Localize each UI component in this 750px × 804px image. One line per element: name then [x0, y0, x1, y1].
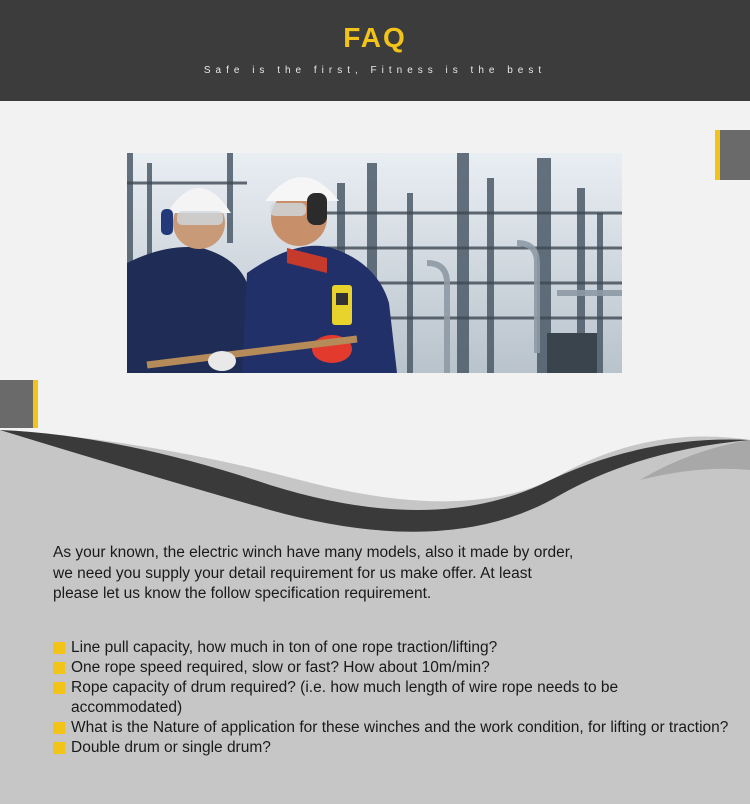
intro-line: please let us know the follow specification requirement.	[53, 585, 432, 602]
faq-list	[53, 638, 733, 758]
faq-item-text: One rope speed required, slow or fast? How about 10m/min?	[71, 659, 490, 676]
bullet-icon	[53, 722, 65, 734]
bullet-icon	[53, 742, 65, 754]
decorative-tab-right	[715, 130, 750, 180]
intro-line: we need you supply your detail requirement for us make offer. At least	[53, 564, 532, 582]
intro-line: As your known, the electric winch have many models, also it made by order,	[53, 544, 574, 561]
header-banner	[0, 0, 750, 101]
bullet-icon	[53, 642, 65, 654]
faq-item-text: Line pull capacity, how much in ton of one rope traction/lifting?	[71, 639, 498, 656]
list-item	[53, 678, 733, 718]
bullet-icon	[53, 662, 65, 674]
page-subtitle: Safe is the first, Fitness is the best	[203, 65, 547, 76]
industrial-workers-photo	[127, 153, 622, 373]
list-item	[53, 738, 733, 758]
refinery-illustration	[127, 153, 622, 373]
list-item	[53, 638, 733, 658]
faq-item-text: What is the Nature of application for these winches and the work condition, for lifting or traction?	[71, 719, 729, 736]
intro-paragraph	[53, 543, 653, 605]
list-item	[53, 718, 733, 738]
page-title: FAQ	[343, 22, 407, 53]
list-item	[53, 658, 733, 678]
faq-item-text: Double drum or single drum?	[71, 739, 271, 756]
bullet-icon	[53, 682, 65, 694]
faq-item-text: Rope capacity of drum required? (i.e. how much length of wire rope needs to be accommodated)	[71, 679, 619, 716]
